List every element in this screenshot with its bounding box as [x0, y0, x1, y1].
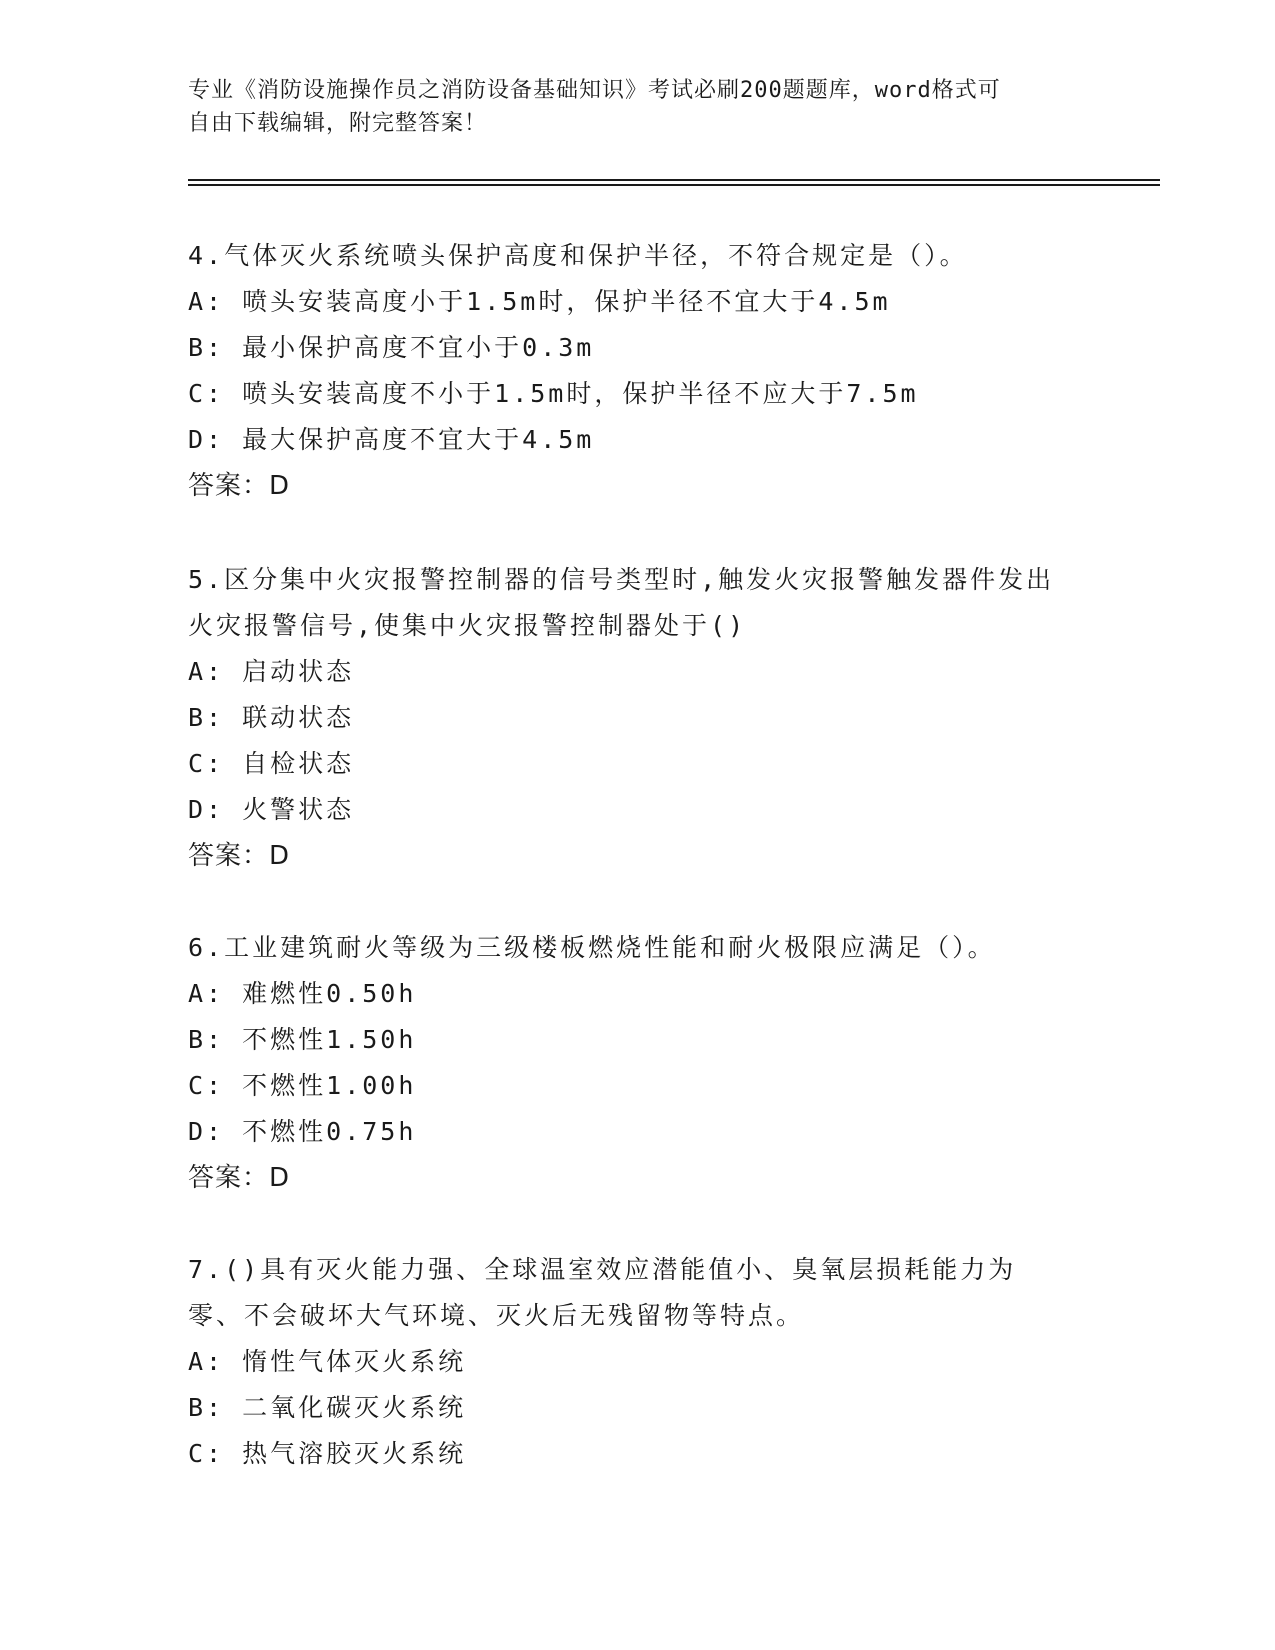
option-a: A: 难燃性0.50h	[188, 979, 417, 1008]
question-stem-continued: 火灾报警信号,使集中火灾报警控制器处于()	[188, 611, 747, 640]
question-stem: 6.工业建筑耐火等级为三级楼板燃烧性能和耐火极限应满足（）。	[188, 933, 996, 962]
question-stem-continued: 零、不会破坏大气环境、灭火后无残留物等特点。	[188, 1301, 805, 1330]
option-b: B: 最小保护高度不宜小于0.3m	[188, 333, 595, 362]
option-a: A: 喷头安装高度小于1.5m时，保护半径不宜大于4.5m	[188, 287, 891, 316]
option-d: D: 不燃性0.75h	[188, 1117, 417, 1146]
option-c: C: 自检状态	[188, 749, 355, 778]
question-stem: 7.()具有灭火能力强、全球温室效应潜能值小、臭氧层损耗能力为	[188, 1255, 1017, 1284]
answer: 答案：D	[188, 1163, 291, 1193]
option-b: B: 不燃性1.50h	[188, 1025, 417, 1054]
question-4	[188, 233, 1088, 509]
option-b: B: 联动状态	[188, 703, 355, 732]
header-line-1: 专业《消防设施操作员之消防设备基础知识》考试必刷200题题库，word格式可	[188, 78, 1001, 103]
question-stem: 5.区分集中火灾报警控制器的信号类型时,触发火灾报警触发器件发出	[188, 565, 1055, 594]
question-stem: 4.气体灭火系统喷头保护高度和保护半径，不符合规定是（）。	[188, 241, 968, 270]
header-divider-bottom	[188, 184, 1160, 186]
answer: 答案：D	[188, 471, 291, 501]
option-d: D: 火警状态	[188, 795, 355, 824]
document-header	[188, 74, 1068, 140]
question-5	[188, 557, 1088, 879]
option-b: B: 二氧化碳灭火系统	[188, 1393, 467, 1422]
answer: 答案：D	[188, 841, 291, 871]
option-a: A: 启动状态	[188, 657, 355, 686]
option-a: A: 惰性气体灭火系统	[188, 1347, 467, 1376]
option-d: D: 最大保护高度不宜大于4.5m	[188, 425, 595, 454]
header-divider-top	[188, 179, 1160, 181]
option-c: C: 热气溶胶灭火系统	[188, 1439, 467, 1468]
option-c: C: 喷头安装高度不小于1.5m时，保护半径不应大于7.5m	[188, 379, 919, 408]
question-7	[188, 1247, 1088, 1477]
header-line-2: 自由下载编辑，附完整答案！	[188, 111, 488, 136]
question-6	[188, 925, 1088, 1201]
option-c: C: 不燃性1.00h	[188, 1071, 417, 1100]
